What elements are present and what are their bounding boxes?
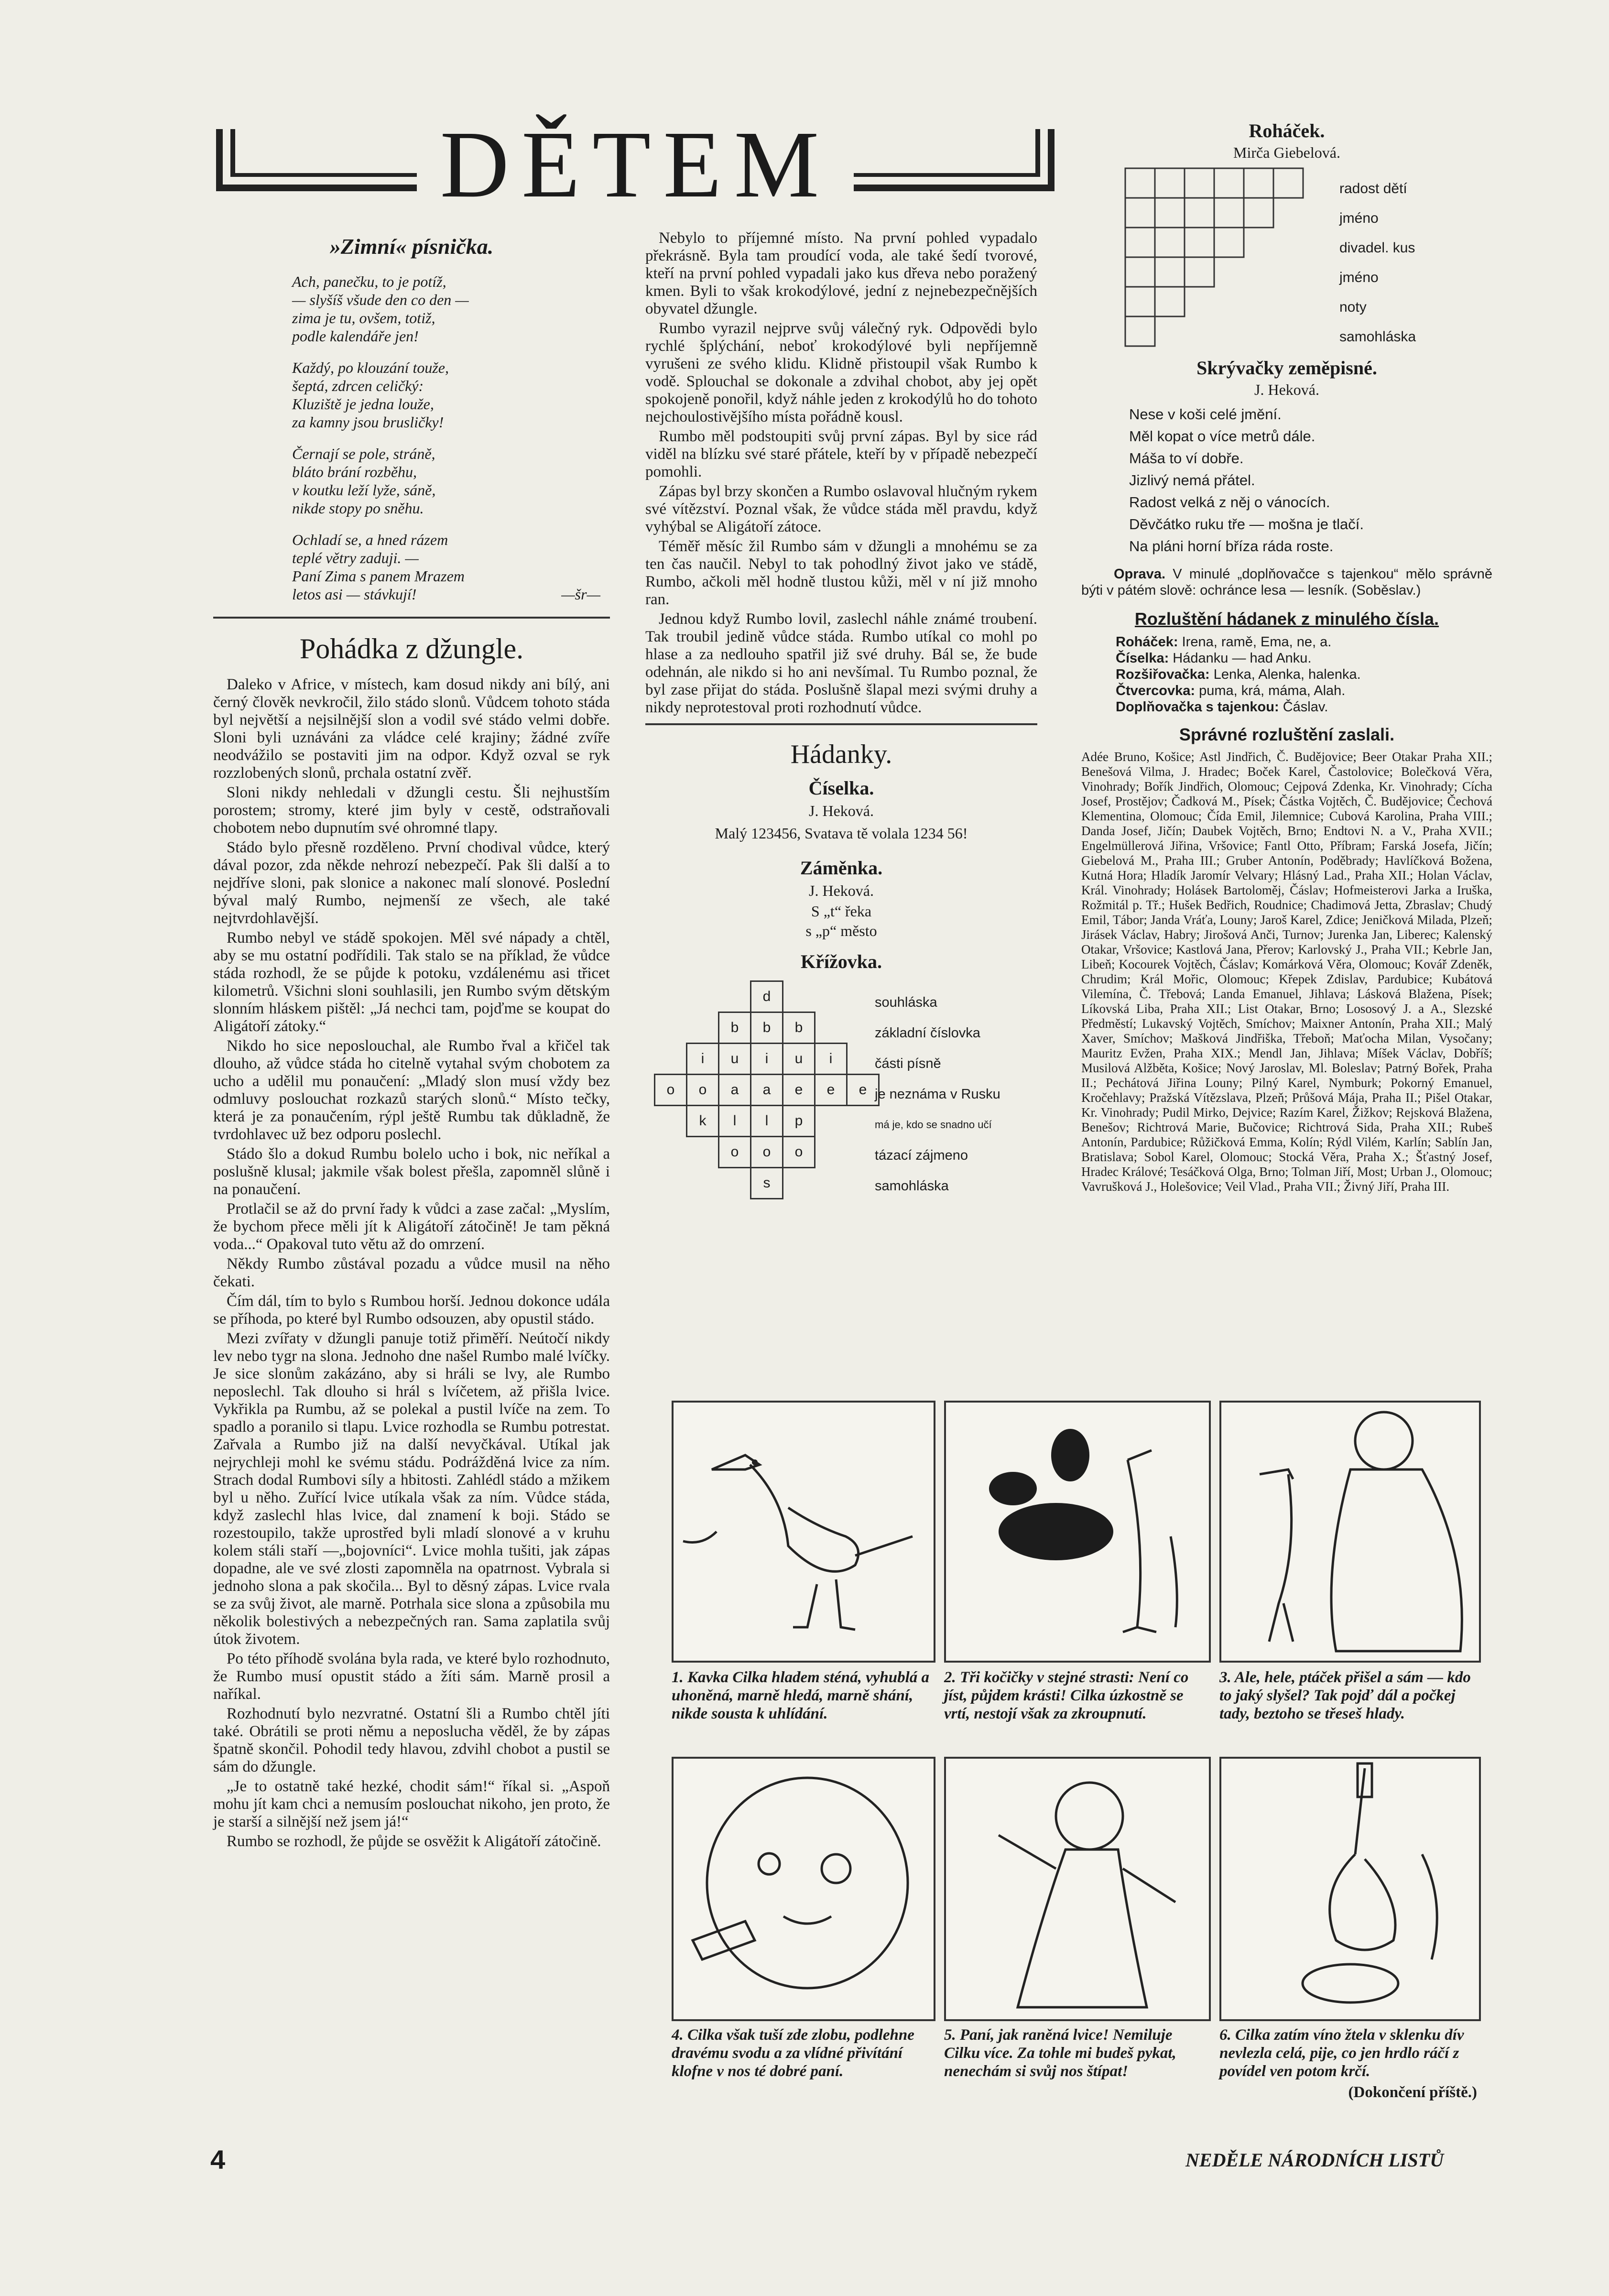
poem-stanza: Každý, po klouzání touže, šeptá, zdrcen celičký: Kluziště je jedna louže, za kamny jsou brusličky! [292, 359, 449, 431]
crossword-cell: d [751, 981, 783, 1012]
crossword-cell: o [687, 1075, 719, 1106]
crossword-clue: tázací zájmeno [875, 1148, 968, 1163]
paragraph: Jednou když Rumbo lovil, zaslechl náhle známé troubení. Tak troubil jedině vůdce stáda. Rumbo utíkal co mohl po hlase a za nedlouho spatřil již své druhy. Bál se, že bude odehnán, ale nikdo si ho ani nevšímal. Tu Rumbo poznal, že byl zase přijat do stáda. Poslušně šlapal mezi svými druhy a nikdy neprotestoval proti rozhodnutí vůdce. [645, 610, 1037, 716]
column-3 [1081, 120, 1492, 1194]
crossword-cell: e [815, 1075, 847, 1106]
column-1 [213, 229, 610, 1852]
rohacek [1081, 167, 1492, 349]
skryvacka: Nese v koši celé jmění. [1129, 406, 1282, 423]
comic-panel-2 [944, 1401, 1211, 1663]
crossword-cell: e [847, 1075, 879, 1106]
rohacek-clue: radost dětí [1339, 181, 1407, 196]
skryvacka: Měl kopat o více metrů dále. [1129, 428, 1315, 445]
zamenka-author: J. Heková. [809, 882, 874, 899]
skryvacka: Radost velká z něj o vánocích. [1129, 494, 1330, 511]
crossword-clue: základní číslovka [875, 1025, 980, 1041]
skryvacka: Děvčátko ruku tře — mošna je tlačí. [1129, 516, 1364, 533]
zamenka-line: s „p“ město [805, 922, 877, 939]
comic-caption-3: 3. Ale, hele, ptáček přišel a sám — kdo to jaký slyšel? Tak pojď dál a počkej tady, beztoho se třeseš hlady. [1219, 1669, 1471, 1722]
paragraph: Rozhodnutí bylo nezvratné. Ostatní šli a Rumbo chtěl jíti také. Obrátili se proti němu a neposlucha věděl, že by zápas špatně skončil. Pohodil tedy hlavou, zdvihl chobot a pustil se sám do džungle. [213, 1705, 610, 1775]
crossword-clue: souhláska [875, 995, 937, 1010]
comic-caption-6: 6. Cilka zatím víno žtela v sklenku dív nevlezla celá, pije, co jen hrdlo ráčí z povídel ven potom krčí. (Dokončení příště.) [1219, 2026, 1477, 2101]
crossword-cell: a [719, 1075, 751, 1106]
rohacek-clue: jméno [1339, 210, 1379, 226]
paragraph: Čím dál, tím to bylo s Rumbou horší. Jednou dokonce udála se příhoda, po které byl Rumbo odsouzen, aby opustil stádo. [213, 1293, 610, 1328]
crossword-cell: a [751, 1075, 783, 1106]
paragraph: Mezi zvířaty v džungli panuje totiž přiměří. Neútočí nikdy lev nebo tygr na slona. Jednoho dne našel Rumbo malé lvíčky. Je sice slonům zakázáno, aby si hráli se lvy, ale Rumbo neposlechl. Tak dlouho si hrál s lvíčetem, až přišla lvice. Vykřikla pa Rumbu, až se polekal a pustil lvíče na zem. To spadlo a poranilo si tlapu. Lvice rozhodla se Rumbu potrestat. Zařvala a Rumbo již na další nevyčkával. Utíkal jak nejrychleji mohl ke svému stádu. Podrážděná lvice za ním. Strach dodal Rumbovi síly a hbitosti. Zahlédl stádo a mžikem byl u něho. Zuřící lvice utíkala však za ním. Vůdce stáda, když zaslechl hlas lvice, dal znamení k boji. Stádo se rozestoupilo, takže uprostřed byli mladí slonové a v kruhu kolem stáli staří —„bojovníci“. Lvice mohla tušiti, jak zápas dopadne, ale ve své zlosti zapomněla na opatrnost. Vybrala si jednoho slona a pak skočila... Byl to děsný zápas. Lvice rvala se za svůj život, ale marně. Potrhala sice slona a způsobila mu několik bolestivých a nebezpečných ran. Sama zaplatila svůj útok životem. [213, 1330, 610, 1648]
paragraph: Nebylo to příjemné místo. Na první pohled vypadalo překrásně. Byla tam proudící voda, ale také šedí tvorové, kteří na první pohled vypadali jako kus dřeva nebo poražený kmen. Byli to však krokodýlové, jední z nejnebezpečnějších obyvatel džungle. [645, 229, 1037, 317]
rohacek-clue: divadel. kus [1339, 240, 1415, 256]
poem-signature: —šr— [561, 586, 600, 603]
solution-item: Roháček: Irena, ramě, Ema, ne, a. [1116, 634, 1332, 650]
riddles-title: Hádanky. [790, 740, 892, 769]
comic-panel-4 [672, 1757, 935, 2021]
skryvacka: Máša to ví dobře. [1129, 450, 1244, 467]
paragraph: Stádo šlo a dokud Rumbu bolelo ucho i bok, nic neříkal a poslušně klusal; jakmile však bolest přešla, zapomněl slůně i na ponaučení. [213, 1145, 610, 1198]
crossword-cell: o [719, 1137, 751, 1168]
solution-item: Doplňovačka s tajenkou: Čáslav. [1116, 699, 1328, 715]
solution-item: Čtvercovka: puma, krá, máma, Alah. [1116, 683, 1346, 698]
crossword-clue: samohláska [875, 1178, 949, 1194]
comic-caption-5: 5. Paní, jak raněná lvice! Nemiluje Cilku více. Za tohle mi budeš pykat, nenechám si svůj nos štípat! [944, 2026, 1176, 2080]
paragraph: Daleko v Africe, v místech, kam dosud nikdy ani bílý, ani černý člověk nevkročil, žilo stádo slonů. Vůdcem tohoto stáda byl největší a nejsilnější slon a vodil své stádo velmi dobře. Sloni byli uznáváni za vládce celé krajiny; žádné zvíře neodvážilo se postaviti jim na odpor. Když ozval se ryk rozzlobených slonů, prchala ostatní zvěř. [213, 676, 610, 782]
rohacek-clue: jméno [1339, 270, 1379, 285]
crossword-cell: i [815, 1044, 847, 1075]
crossword-cell: l [719, 1106, 751, 1137]
rohacek-clues [1339, 174, 1416, 352]
skryvacka: Jizlivý nemá přátel. [1129, 472, 1255, 489]
paragraph: Téměř měsíc žil Rumbo sám v džungli a mnohému se za ten čas naučil. Nebyl to tak pohodlný život jako ve stádě, Rumbo, ačkoli měl hodně tlustou kůži, měl v ní již mnoho ran. [645, 538, 1037, 608]
crossword-cell: l [751, 1106, 783, 1137]
paragraph: Někdy Rumbo zůstával pozadu a vůdce musil na něho čekati. [213, 1255, 610, 1290]
paragraph: Sloni nikdy nehledali v džungli cestu. Šli nejhustším porostem; stromy, které jim byly v cestě, odstraňovali chobotem nebo dupnutím své ohromné tlapy. [213, 784, 610, 837]
rohacek-clue: noty [1339, 299, 1367, 315]
oprava-label: Oprava. [1114, 566, 1165, 582]
krizovka-title: Křížovka. [801, 951, 882, 972]
column-2 [645, 229, 1037, 1196]
divider [213, 617, 610, 619]
crossword-clue: má je, kdo se snadno učí [875, 1119, 992, 1131]
solvers-title: Správné rozluštění zaslali. [1179, 725, 1395, 744]
crossword-cell: b [719, 1012, 751, 1044]
rohacek-author: Mirča Giebelová. [1233, 144, 1340, 161]
masthead-title: DĚTEM [440, 112, 832, 218]
continuation-note: (Dokončení příště.) [1348, 2084, 1477, 2101]
ciselka-author: J. Heková. [809, 802, 874, 819]
rohacek-clue: samohláska [1339, 329, 1416, 345]
skryvacka: Na pláni horní bříza ráda roste. [1129, 538, 1334, 555]
paragraph: „Je to ostatně také hezké, chodit sám!“ říkal si. „Aspoň mohu jít kam chci a nemusím poslouchat nikoho, jen proto, že je starší a silnější než jsem já!“ [213, 1778, 610, 1830]
paragraph: Rumbo se rozhodl, že půjde se osvěžit k Aligátoří zátočině. [227, 1833, 601, 1850]
face-icon [674, 1759, 934, 2019]
crossword-cell: s [751, 1168, 783, 1199]
story-column-1 [213, 676, 610, 1850]
paragraph: Po této příhodě svolána byla rada, ve které bylo rozhodnuto, že Rumbo musí opustit stádo a žíti sám. Marně prosil a naříkal. [213, 1650, 610, 1703]
crossword-cell: e [783, 1075, 815, 1106]
crossword-cell: u [783, 1044, 815, 1075]
poem-stanza: Ach, panečku, to je potíž, — slyšíš všude den co den — zima je tu, ovšem, totiž, podle kalendáře jen! [292, 273, 469, 345]
crossword-clue: je neznáma v Rusku [875, 1087, 1000, 1102]
solution-item: Rozšiřovačka: Lenka, Alenka, halenka. [1116, 667, 1361, 682]
crossword-cell: k [687, 1106, 719, 1137]
ciselka-text: Malý 123456, Svatava tě volala 1234 56! [715, 825, 968, 842]
comic-caption-2: 2. Tři kočičky v stejné strasti: Není co jíst, půjdem krásti! Cilka úzkostně se vrtí, nestojí však za zkroupnutí. [944, 1669, 1189, 1722]
crossword-cell: u [719, 1044, 751, 1075]
comic-panel-1 [672, 1401, 935, 1663]
paragraph: Protlačil se až do první řady k vůdci a zase začal: „Myslím, že bychom přece měli jít k Aligátoří zátočině! Je tam pěkná voda...“ Opakoval tuto větu až do omrzení. [213, 1200, 610, 1253]
crossword-cell: o [783, 1137, 815, 1168]
paragraph: Stádo bylo přesně rozděleno. První chodival vůdce, který dával pozor, zda někde nehrozí nebezpečí. Pak šli další a to nejdříve sloni, pak slonice a nakonec malí slonové. Poslední býval malý Rumbo, nejmenší ze všech, ale také nejtvrdohlavější. [213, 839, 610, 927]
crossword-grid [654, 980, 880, 1199]
skryvacky-title: Skrývačky zeměpisné. [1196, 357, 1377, 379]
solutions [1081, 634, 1492, 715]
comic-caption-1: 1. Kavka Cilka hladem sténá, vyhublá a uhoněná, marně hledá, marně shání, nikde sousta k uhlídání. [672, 1669, 930, 1722]
paragraph: Zápas byl brzy skončen a Rumbo oslavoval hlučným rykem své vítězství. Poznal však, že vůdce stáda měl pravdu, když vyhýbal se Aligátoří zátoce. [645, 483, 1037, 535]
crossword-cell: b [751, 1012, 783, 1044]
crossword-clues [875, 987, 1000, 1201]
masthead-right-ornament [854, 129, 1055, 191]
crossword-cell: o [751, 1137, 783, 1168]
cats-icon [946, 1403, 1209, 1661]
comic-caption-4: 4. Cilka však tuší zde zlobu, podlehne dravému svodu a za vlídné přivítání klofne v nos té dobré paní. [672, 2026, 914, 2080]
krizovka [645, 980, 1037, 1196]
bird-with-bottle-icon [1221, 1759, 1479, 2019]
paragraph: Rumbo nebyl ve stádě spokojen. Měl své nápady a chtěl, aby se mu ostatní podřídili. Tak stalo se na příklad, že vůdce stáda rozhodl, že se půjde k potoku, vzdálenému asi třicet kilometrů. Všichni sloni souhlasili, jen Rumbo svým dětským slonním hláskem pištěl: „Já nechci tam, pojďme se koupat do Aligátoří zátoky.“ [213, 929, 610, 1035]
crossword-cell: b [783, 1012, 815, 1044]
oprava-text: V minulé „doplňovačce s tajenkou“ mělo správně býti v pátém slově: ochránce lesa — lesník. (Soběslav.) [1081, 566, 1492, 598]
story-column-2 [645, 229, 1037, 717]
running-lady-icon [946, 1759, 1209, 2019]
crossword-cell: o [655, 1075, 687, 1106]
page-number: 4 [210, 2144, 226, 2175]
poem [213, 272, 610, 603]
rohacek-title: Roháček. [1249, 120, 1325, 141]
paragraph: Rumbo vyrazil nejprve svůj válečný ryk. Odpovědi bylo rychlé šplýchání, neboť krokodýlové byli nepříjemně vyrušeni ze svého klidu. Klidně přistoupil však Rumbo k vodě. Splouchal se dokonale a zdvihal chobot, aby jej opět spokojeně ponořil, když náhle jeden z krokodýlů ho do tohoto nejchoulostivějšího místa pořádně kousl. [645, 320, 1037, 425]
crossword-cell: p [783, 1106, 815, 1137]
skryvacky-lines [1081, 403, 1492, 557]
crossword-cell: i [687, 1044, 719, 1075]
comic-panel-3 [1219, 1401, 1481, 1663]
ciselka-title: Číselka. [808, 777, 874, 799]
comic-panel-6 [1219, 1757, 1481, 2021]
kavka-icon [674, 1403, 934, 1661]
zamenka-line: S „t“ řeka [811, 903, 872, 920]
masthead-left-ornament [216, 129, 417, 191]
poem-title: »Zimní« písnička. [329, 234, 494, 259]
paragraph: Rumbo měl podstoupiti svůj první zápas. Byl by sice rád viděl na blízku své staré přátele, kteří by v případě nebezpečí pomohli. [645, 428, 1037, 480]
story-title: Pohádka z džungle. [299, 633, 524, 664]
zamenka-title: Záměnka. [800, 857, 883, 879]
solution-item: Číselka: Hádanku — had Anku. [1116, 651, 1312, 666]
divider [645, 723, 1037, 725]
crossword-cell: i [751, 1044, 783, 1075]
masthead [210, 112, 1061, 218]
comic-panel-5 [944, 1757, 1211, 2021]
paragraph: Nikdo ho sice neposlouchal, ale Rumbo řval a křičel tak dlouho, až vůdce stáda ho citelně vytahal svým chobotem za ucho a udělil mu ponaučení: „Mladý slon musí vždy bez odmluvy poslouchat rozkazů starých slonů.“ Místo tečky, která je za ponaučením, rýpl ještě Rumbu tak důkladně, že tvrdohlavec už bez odporu poslechl. [213, 1037, 610, 1143]
solvers-text: Adée Bruno, Košice; Astl Jindřich, Č. Budějovice; Beer Otakar Praha XII.; Benešová Vilma, J. Hradec; Boček Karel, Častolovice; Bolečková Věra, Vinohrady; Bořík Jindřich, Olomouc; Cejpová Zdenka, Kr. Vinohrady; Cícha Josef, Prostějov; Čadková M., Písek; Částka Vojtěch, Č. Budějovice; Čechová Klementina, Olomouc; Čída Emil, Jilemnice; Cubová Karolina, Praha VIII.; Danda Josef, Jičín; Daubek Vojtěch, Brno; Endtovi N. a V., Praha XVII.; Engelmüllerová Jiřina, Vršovice; Fantl Otto, Příbram; Farská Josefa, Jičín; Giebelová M., Praha III.; Gruber Antonín, Poděbrady; Havlíčková Božena, Kutná Hora; Hladík Jaromír Velvary; Hlásný Lad., Praha XII.; Holan Václav, Král. Vinohrady; Holásek Bartoloměj, Čáslav; Hofmeisterovi Jarka a Iruška, Rožmitál p. Tř.; Hušek Bedřich, Roudnice; Chadimová Jetta, Zbraslav; Chudý Emil, Tábor; Janda Vráťa, Louny; Jaroš Karel, Zdice; Jeničková Milada, Plzeň; Jirásek Václav, Habry; Jirošová Anči, Turnov; Jurenka Jan, Liberec; Kalenský Otakar, Vršovice; Kastlová Jana, Přerov; Karlovský J., Praha VII.; Kebrle Jan, Libeň; Kocourek Vojtěch, Čáslav; Komárková Věra, Olomouc; Kovář Zdeněk, Chrudim; Král Mořic, Olomouc; Křepek Zdislav, Pardubice; Kubátová Vilemína, Č. Třebová; Landa Emanuel, Jihlava; Lásková Blažena, Písek; Líkovská Liba, Praha XII.; List Otakar, Brno; Lososový J. a A., Slezské Předměstí; Lukavský Vojtěch, Smíchov; Maixner Antonín, Praha XII.; Malý Xaver, Smíchov; Mašková Jindřiška, Třeboň; Maťocha Milan, Vysočany; Mauritz Evžen, Praha XIX.; Mendl Jan, Jihlava; Míšek Václav, Dobříš; Musilová Alžběta, Košice; Nový Jaroslav, Ml. Boleslav; Patrný Bořek, Praha II.; Pechátová Jiřina Louny; Pilný Karel, Nymburk; Pokorný Emanuel, Kročehlavy; Pražská Vítězslava, Plzeň; Průšová Mája, Praha II.; Pišel Otakar, Kr. Vinohrady; Pudil Mirko, Dejvice; Razím Karel, Žižkov; Rejsková Blažena, Benešov; Richtrová Marie, Bučovice; Richtrová Sida, Praha XII.; Rubeš Antonín, Pardubice; Růžičková Emma, Kolín; Rýdl Vilém, Karlín; Sablín Jan, Bratislava; Sobol Karel, Olomouc; Stocká Věra, Praha X.; Šťastný Josef, Hradec Králové; Tesáčková Olga, Brno; Tolman Jiří, Most; Urban J., Olomouc; Vavrušková J., Holešovice; Veil Vlad., Praha VII.; Živný Jiří, Praha III. [1081, 750, 1492, 1194]
comic-strip [672, 1401, 1477, 2118]
skryvacky-author: J. Heková. [1254, 381, 1319, 398]
rohacek-grid [1124, 167, 1335, 349]
solutions-title: Rozluštění hádanek z minulého čísla. [1134, 609, 1439, 629]
poem-stanza: Černají se pole, stráně, bláto brání rozběhu, v koutku leží lyže, sáně, nikde stopy po sněhu. [292, 445, 436, 517]
lady-and-bird-icon [1221, 1403, 1479, 1661]
poem-stanza: Ochladí se, a hned rázem teplé větry zaduji. — Paní Zima s panem Mrazem letos asi — stávkují! —šr— [292, 531, 600, 603]
crossword-clue: části písně [875, 1056, 941, 1071]
oprava [1081, 566, 1492, 598]
newspaper-name: NEDĚLE NÁRODNÍCH LISTŮ [1185, 2149, 1444, 2171]
